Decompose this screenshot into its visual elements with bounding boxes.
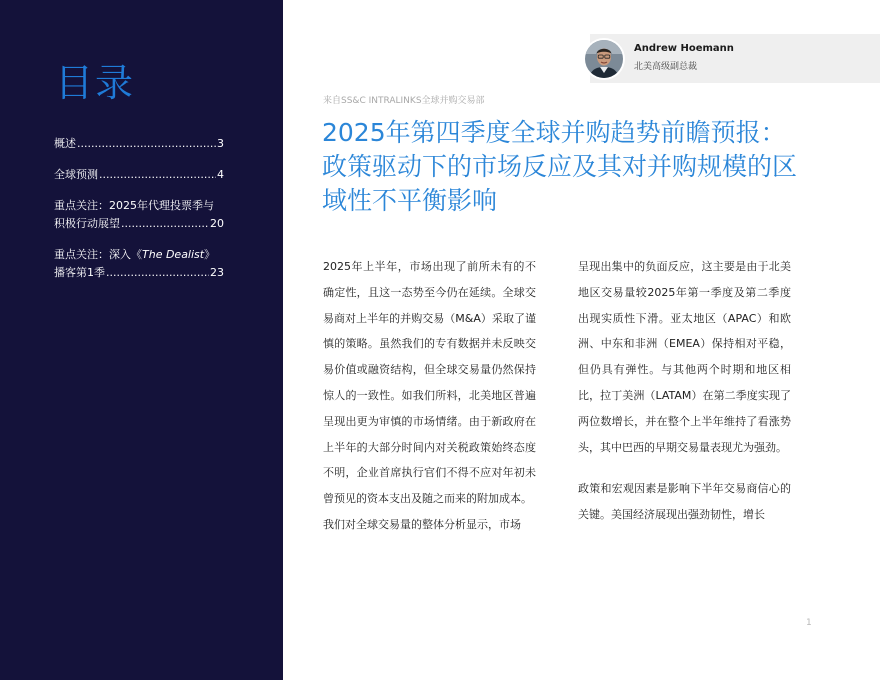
- toc-entry-proxy-season[interactable]: [54, 197, 224, 233]
- toc-page-number: 3: [217, 137, 224, 150]
- toc-entry-dealist-podcast[interactable]: [54, 246, 224, 282]
- author-avatar: [583, 38, 625, 80]
- body-paragraph: 政策和宏观因素是影响下半年交易商信心的关键。美国经济展现出强劲韧性，增长: [578, 482, 791, 522]
- body-paragraph: 2025年上半年，市场出现了前所未有的不确定性，且这一态势至今仍在延续。全球交易商对上半年的并购交易（M&A）采取了谨慎的策略。虽然我们的专有数据并未反映交易价值或融资结构，但全球交易量仍然保持惊人的一致性。如我们所料，北美地区普遍呈现出更为审慎的市场情绪。由于新政府在上半年的大部分时间内对关税政策始终态度不明，企业首席执行官们不得不应对年初未曾预见的资本支出及随之而来的附加成本。: [323, 260, 536, 506]
- toc-entry-label: 重点关注：2025年代理投票季与: [54, 199, 214, 212]
- toc-entry-overview[interactable]: [54, 135, 224, 153]
- toc-entry-label-continued: 播客第1季: [54, 266, 105, 279]
- author-name: Andrew Hoemann: [634, 43, 734, 54]
- toc-entry-global-forecast[interactable]: [54, 166, 224, 184]
- toc-entry-label: 重点关注：深入《The Dealist》: [54, 248, 216, 261]
- body-paragraph: 呈现出集中的负面反应，这主要是由于北美地区交易量较2025年第一季度及第二季度出现实质性下滑。亚太地区（APAC）和欧洲、中东和非洲（EMEA）保持相对平稳，但仍具有弹性。与其他两个时期和地区相比，拉丁美洲（LATAM）在第二季度实现了两位数增长，并在整个上半年维持了看涨势头，其中巴西的早期交易量表现尤为强劲。: [578, 260, 791, 454]
- paragraph-spacer: [578, 460, 791, 476]
- person-photo-icon: [585, 40, 623, 78]
- toc-page-number: 20: [210, 217, 224, 230]
- page-number: 1: [806, 618, 812, 628]
- sidebar-panel: [0, 0, 283, 680]
- toc-dot-leader: [121, 215, 209, 233]
- toc-dot-leader: [99, 166, 216, 184]
- toc-entry-label: 概述: [54, 137, 76, 150]
- body-paragraph: 我们对全球交易量的整体分析显示，市场: [323, 517, 521, 531]
- toc-page-number: 23: [210, 266, 224, 279]
- toc-dot-leader: [106, 264, 209, 282]
- article-title: 2025年第四季度全球并购趋势前瞻预报：政策驱动下的市场反应及其对并购规模的区域性不平衡影响: [322, 118, 798, 215]
- toc-entry-label: 全球预测: [54, 168, 98, 181]
- body-column-left: [323, 254, 536, 538]
- toc-dot-leader: [77, 135, 216, 153]
- toc-title: 目录: [55, 61, 136, 105]
- toc-entry-label-continued: 积极行动展望: [54, 217, 120, 230]
- body-column-right: [578, 254, 791, 528]
- table-of-contents: [54, 135, 224, 295]
- toc-page-number: 4: [217, 168, 224, 181]
- podcast-title: The Dealist: [142, 248, 205, 261]
- article-source: 来自SS&C INTRALINKS全球并购交易部: [323, 96, 485, 106]
- author-role: 北美高级副总裁: [634, 62, 698, 72]
